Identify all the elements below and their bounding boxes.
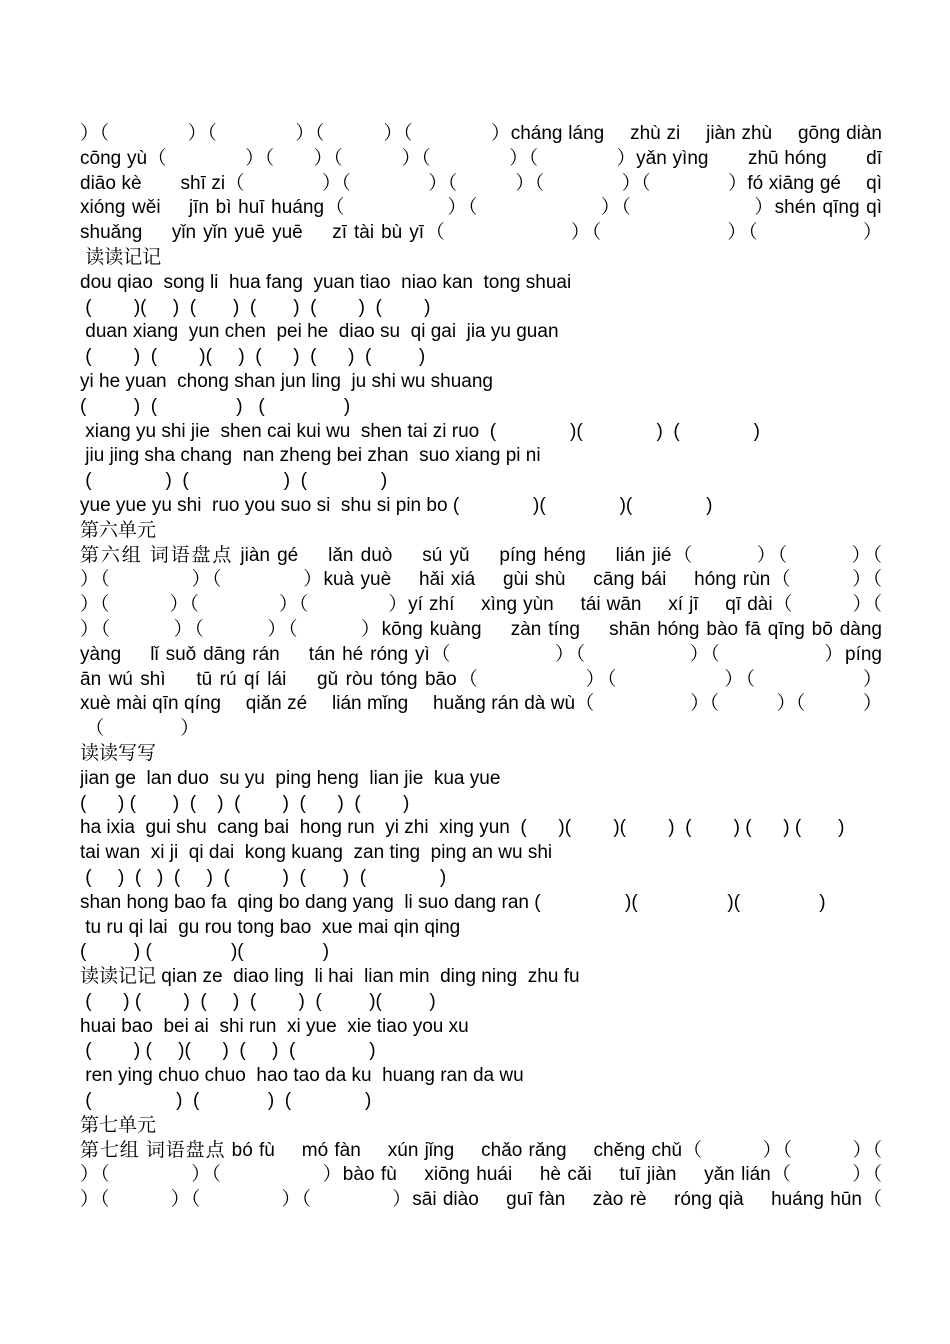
text-line: ）（ ）（ ）（ ）（ ）cháng láng zhù zi jiàn zhù gōng diàn — [80, 123, 882, 144]
text-line: xiang yu shi jie shen cai kui wu shen tai zi ruo ( )( ) ( ) — [80, 420, 760, 442]
text-line: ）（ ）（ ）（ ）yí zhí xìng yùn tái wān xí jī qī dài（ ）（ — [80, 594, 882, 616]
text-line: ( ) ( ) ( ) ( ) ( ) ( ) — [80, 866, 447, 888]
text-line: shan hong bao fa qing bo dang yang li suo dang ran ( )( )( ) — [80, 891, 826, 913]
text-line: ( ) ( )( ) ( ) ( ) ( ) — [80, 346, 426, 368]
section-heading: 读读记记 — [80, 246, 162, 268]
text-line: xióng wěi jīn bì huī huáng（ ）（ ）（ ）shén qīng qì — [80, 197, 882, 219]
text-line: ）（ ）（ ）kuà yuè hǎi xiá gùi shù cāng bái hóng rùn（ ）（ — [80, 569, 882, 591]
text-line: ( ) ( )( ) — [80, 941, 330, 963]
text-line: （ ） — [80, 718, 200, 740]
text-line: ren ying chuo chuo hao tao da ku huang ran da wu — [80, 1065, 524, 1087]
section-heading: 第七单元 — [80, 1114, 157, 1136]
text-line: ( )( ) ( ) ( ) ( ) ( ) — [80, 296, 431, 318]
text-line: yi he yuan chong shan jun ling ju shi wu shuang — [80, 370, 493, 392]
text-line: 第七组 词语盘点 bó fù mó fàn xún jǐng chǎo rǎng chěng chǔ（ ）（ ）（ — [80, 1139, 882, 1161]
text-line: cōng yù（ ）（ ）（ ）（ ）（ ）yǎn yìng zhū hóng dī — [80, 147, 882, 169]
text-line: 读读记记 qian ze diao ling li hai lian min ding ning zhu fu — [80, 966, 580, 988]
text-line: jiu jing sha chang nan zheng bei zhan suo xiang pi ni — [80, 445, 541, 467]
section-heading: 读读写写 — [80, 742, 157, 764]
text-line: diāo kè shī zi（ ）（ ）（ ）（ ）（ ）fó xiāng gé qì — [80, 172, 882, 194]
section-heading: 第六单元 — [80, 519, 157, 541]
text-line: ( ) ( )( ) ( ) ( ) — [80, 1040, 376, 1062]
text-line: ）（ ）（ ）（ ）kōng kuàng zàn tíng shān hóng bào fā qīng bō dàng — [80, 618, 882, 640]
text-line: ( ) ( ) ( ) — [80, 395, 351, 417]
text-line: ( ) ( ) ( ) — [80, 470, 388, 492]
text-line: ）（ ）（ ）bào fù xiōng huái hè cǎi tuī jiàn yǎn lián（ ）（ — [80, 1164, 882, 1186]
text-line: jian ge lan duo su yu ping heng lian jie kua yue — [80, 767, 501, 789]
text-line: ( ) ( ) ( ) — [80, 1090, 372, 1112]
text-line: 第六组 词语盘点 jiàn gé lǎn duò sú yǔ píng héng lián jié（ ）（ ）（ — [80, 544, 882, 566]
text-line: ）（ ）（ ）（ ）sāi diào guī fàn zào rè róng qià huáng hūn（ — [80, 1189, 882, 1211]
text-line: yue yue yu shi ruo you suo si shu si pin bo ( )( )( ) — [80, 494, 713, 516]
text-line: tai wan xi ji qi dai kong kuang zan ting ping an wu shi — [80, 842, 553, 864]
text-line: tu ru qi lai gu rou tong bao xue mai qin qing — [80, 916, 461, 938]
text-line: ān wú shì tū rú qí lái gǔ ròu tóng bāo（ ）（ ）（ ） — [80, 668, 882, 690]
text-line: huai bao bei ai shi run xi yue xie tiao you xu — [80, 1015, 469, 1037]
text-line: shuǎng yǐn yǐn yuē yuē zī tài bù yī（ ）（ ）（ ） — [80, 222, 882, 244]
text-line: ha ixia gui shu cang bai hong run yi zhi xing yun ( )( )( ) ( ) ( ) ( ) — [80, 817, 845, 839]
text-line: ( ) ( ) ( ) ( ) ( ) ( ) — [80, 792, 410, 814]
document-page — [80, 122, 882, 1213]
text-line: dou qiao song li hua fang yuan tiao niao kan tong shuai — [80, 271, 572, 293]
text-line: duan xiang yun chen pei he diao su qi gai jia yu guan — [80, 321, 559, 343]
text-line: yàng lǐ suǒ dāng rán tán hé róng yì（ ）（ ）（ ）píng — [80, 643, 882, 665]
text-line: ( ) ( ) ( ) ( ) ( )( ) — [80, 990, 436, 1012]
text-line: xuè mài qīn qíng qiǎn zé lián mǐng huǎng rán dà wù（ ）（ ）（ ） — [80, 693, 882, 715]
